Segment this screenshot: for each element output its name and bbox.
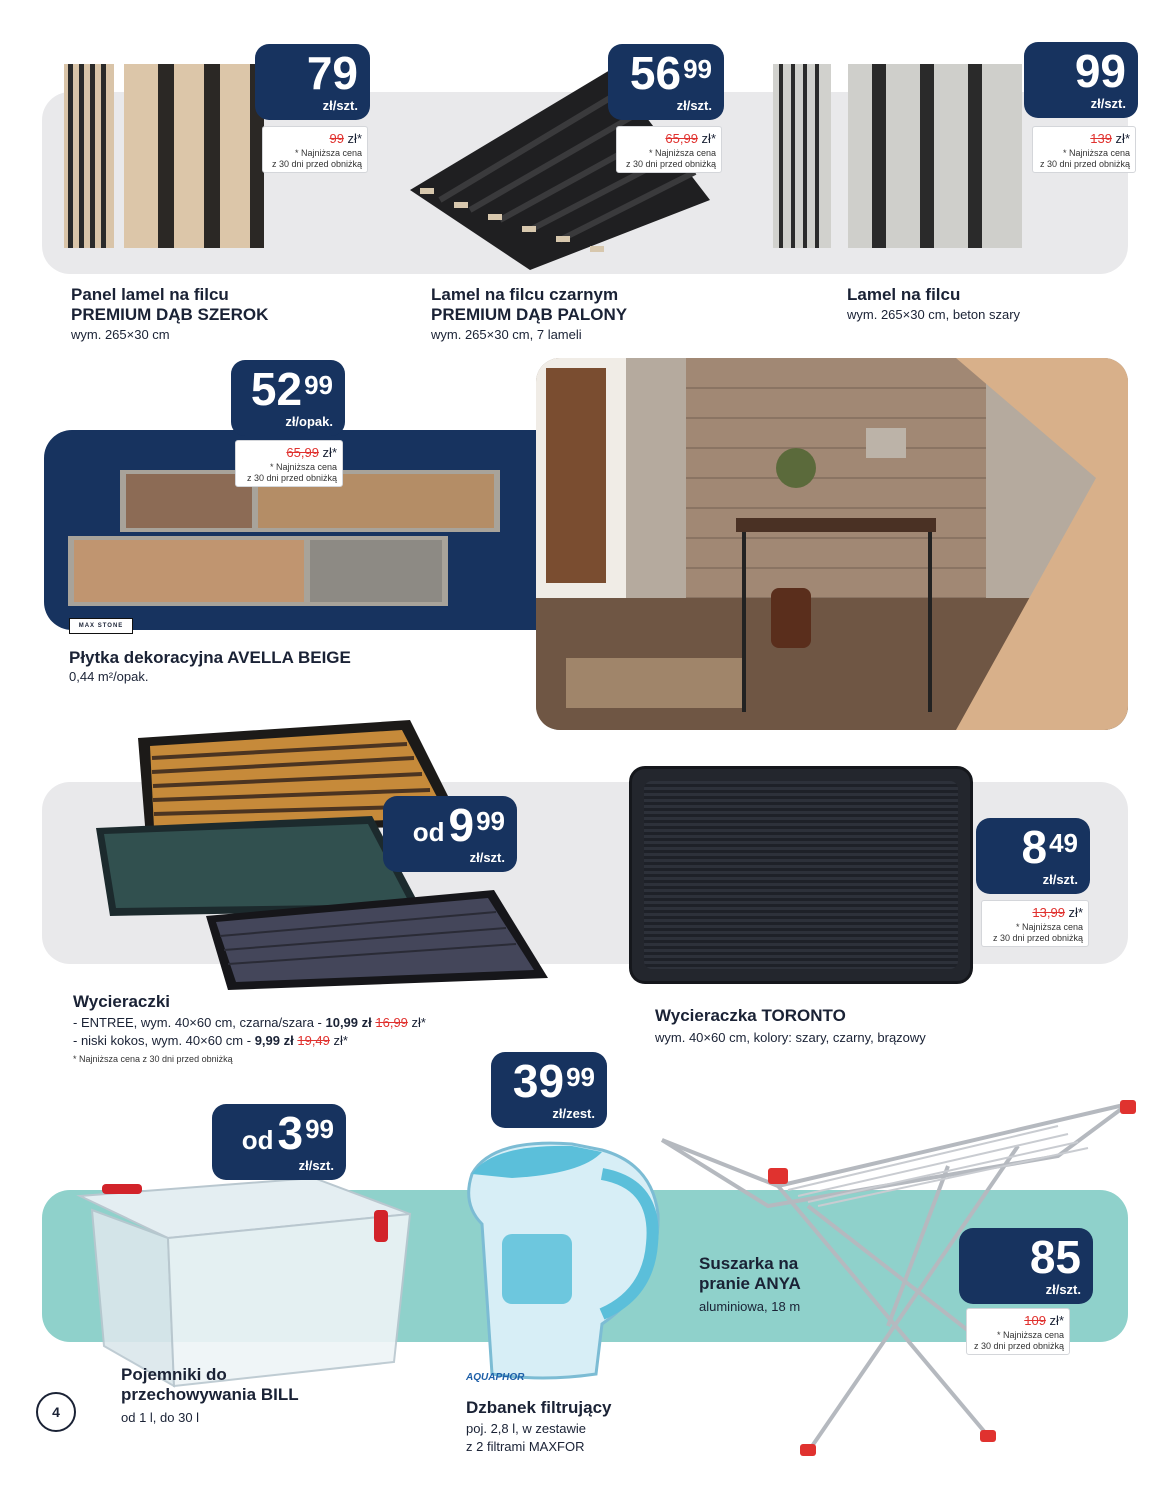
price-tag-tile: 5299 zł/opak.	[231, 360, 345, 436]
price-tag-dryer: 85 zł/szt.	[959, 1228, 1093, 1304]
product-desc-tile: 0,44 m²/opak.	[69, 669, 149, 684]
price-tag-filter-jug: 3999 zł/zest.	[491, 1052, 607, 1128]
page-number: 4	[36, 1392, 76, 1432]
doormat-variant-kokos: - niski kokos, wym. 40×60 cm - 9,99 zł 19,49 zł*	[73, 1032, 348, 1048]
product-desc-panel-3: wym. 265×30 cm, beton szary	[847, 307, 1021, 322]
brick-tile-image	[68, 470, 500, 606]
price-tag-panel-3: 99 zł/szt.	[1024, 42, 1138, 118]
product-title-toronto: Wycieraczka TORONTO	[655, 1006, 846, 1025]
hallway-photo	[536, 358, 1128, 730]
concrete-panel-side-image	[773, 64, 831, 248]
old-price-toronto: 13,99 zł* * Najniższa cena z 30 dni przed obniżką	[981, 900, 1089, 947]
storage-box-image	[74, 1166, 418, 1392]
oak-panel-front-image	[124, 64, 264, 248]
price-tag-storage-box: od399 zł/szt.	[212, 1104, 346, 1180]
product-title-storage-box: Pojemniki do przechowywania BILL	[121, 1365, 299, 1405]
product-desc-panel-2: wym. 265×30 cm, 7 lameli	[431, 327, 582, 342]
product-desc-dryer: aluminiowa, 18 m	[699, 1299, 801, 1314]
product-title-doormats: Wycieraczki	[73, 992, 171, 1011]
product-desc-panel-1: wym. 265×30 cm	[71, 327, 170, 342]
doormats-variants	[73, 1014, 426, 1049]
old-price-panel-2: 65,99 zł* * Najniższa cena z 30 dni przed obniżką	[616, 126, 722, 173]
price-tag-toronto: 849 zł/szt.	[976, 818, 1090, 894]
product-desc-toronto: wym. 40×60 cm, kolory: szary, czarny, brązowy	[655, 1030, 926, 1045]
toronto-doormat-image	[629, 766, 973, 984]
concrete-panel-front-image	[848, 64, 1022, 248]
old-price-panel-1: 99 zł* * Najniższa cena z 30 dni przed obniżką	[262, 126, 368, 173]
product-desc-filter-jug: poj. 2,8 l, w zestawie z 2 filtrami MAXFOR	[466, 1421, 586, 1454]
old-price-tile: 65,99 zł* * Najniższa cena z 30 dni przed obniżką	[235, 440, 343, 487]
product-title-panel-3: Lamel na filcu	[847, 285, 961, 304]
price-tag-panel-1: 79 zł/szt.	[255, 44, 370, 120]
filter-jug-image	[452, 1134, 664, 1384]
oak-panel-side-image	[64, 64, 114, 248]
old-price-dryer: 109 zł* * Najniższa cena z 30 dni przed obniżką	[966, 1308, 1070, 1355]
price-tag-panel-2: 5699 zł/szt.	[608, 44, 724, 120]
product-title-tile: Płytka dekoracyjna AVELLA BEIGE	[69, 648, 351, 667]
aquaphor-logo: AQUAPHOR	[466, 1372, 525, 1383]
max-stone-logo: MAX STONE	[69, 618, 133, 634]
old-price-panel-3: 139 zł* * Najniższa cena z 30 dni przed obniżką	[1032, 126, 1136, 173]
product-title-panel-1: Panel lamel na filcu PREMIUM DĄB SZEROK	[71, 285, 269, 325]
product-title-dryer: Suszarka na pranie ANYA	[699, 1254, 801, 1294]
price-tag-doormats: od999 zł/szt.	[383, 796, 517, 872]
product-desc-storage-box: od 1 l, do 30 l	[121, 1410, 200, 1425]
doormat-variant-entree: - ENTREE, wym. 40×60 cm, czarna/szara - 10,99 zł 16,99 zł*	[73, 1015, 426, 1030]
product-title-panel-2: Lamel na filcu czarnym PREMIUM DĄB PALONY	[431, 285, 628, 325]
product-title-filter-jug: Dzbanek filtrujący	[466, 1398, 612, 1417]
doormats-note: * Najniższa cena z 30 dni przed obniżką	[73, 1054, 233, 1064]
